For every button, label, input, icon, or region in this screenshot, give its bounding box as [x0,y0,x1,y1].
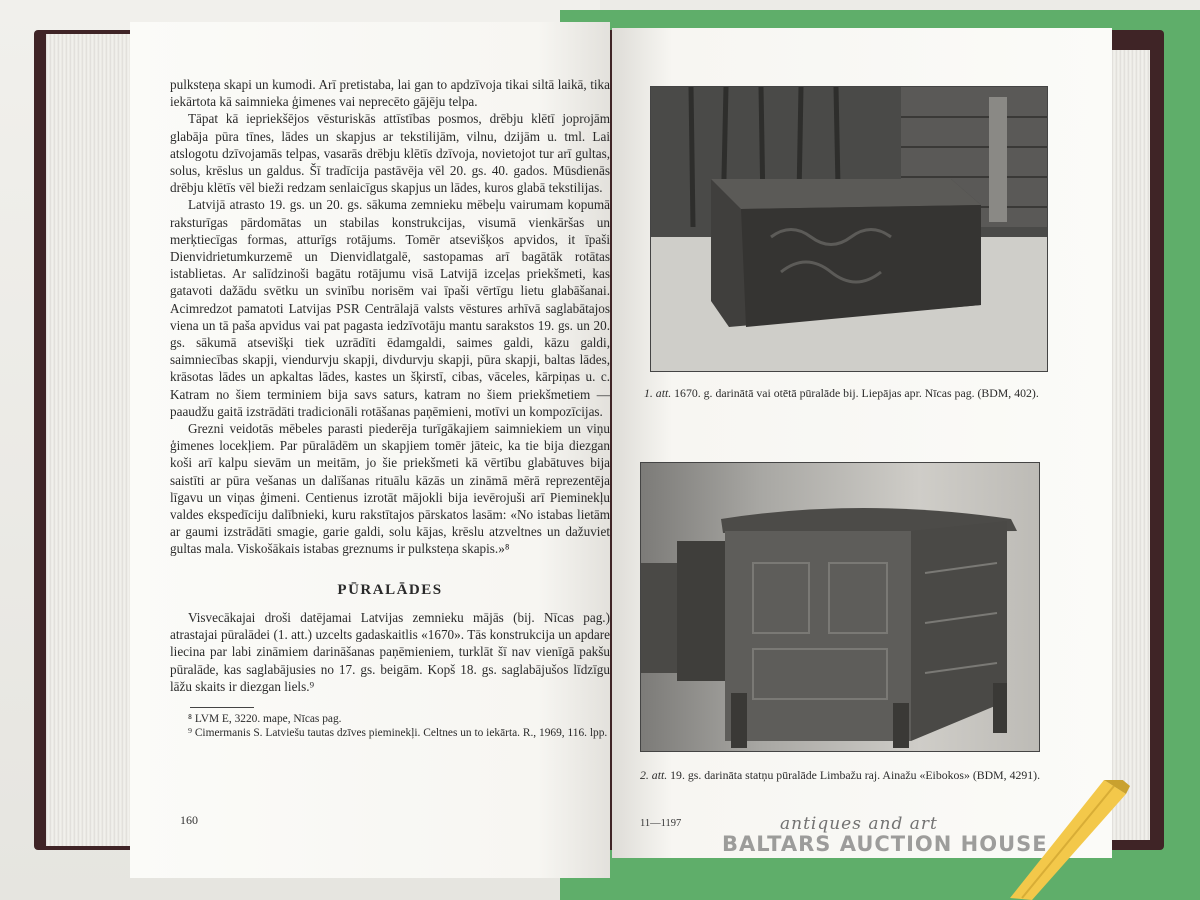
page-number: 160 [180,813,198,827]
signature-mark: 11—1197 [640,818,682,829]
figure-2-caption [640,768,1042,783]
paragraph: Visvecākajai droši datējamai Latvijas zemnieku mājās (bij. Nīcas pag.) atrastajai pūralādei (1. att.) uzcelts gadaskaitlis «1670». Tās konstrukcija un apdare liecina par labi zināmiem darināšanas paņēmieniem, turklāt šī nav vienīgā pakšu pūralāde, kas saglabājusies no 17. gs. beigām. Kopš 18. gs. saglabājušos līdzīgu lāžu skaits ir diezgan liels.⁹ [170,609,610,694]
chest-1-illustration [651,87,1047,371]
figure-2-photo [640,462,1040,752]
watermark-logo: BALTARS AUCTION HOUSE [722,832,1048,856]
footnote-rule [190,707,254,708]
chest-2-illustration [641,463,1039,751]
footnote: ⁸ LVM E, 3220. mape, Nīcas pag. [188,712,342,725]
figure-1-photo [650,86,1048,372]
figure-1-caption [644,386,1044,401]
paragraph: Latvijā atrasto 19. gs. un 20. gs. sākuma zemnieku mēbeļu vairumam kopumā raksturīgas pārdomātas un stabilas konstrukcijas, visumā vienkāršas un merķtiecīgas formas, atturīgs rotājums. Tomēr atsevišķos apvidos, it īpaši Dienvidrietumkurzemē un Dienvidlatgalē, sastopamas arī bagātāk rotātas istablietas. Ar salīdzinoši bagātu rotājumu visā Latvijā izceļas priekšmeti, kas gatavoti dažādu svētku un svinību norisēm vai īpaši vērtīgu lietu glabāšanai. Acimredzot pamatoti Latvijas PSR Centrālajā valsts vēstures arhīvā saglabātajos viena un tā paša apvidus vai pat pagasta iedzīvotāju mantu sarakstos 19. gs. un 20. gs. sākumā atsevišķi tiek uzrādīti ēdamgaldi, saimes galdi, kāzu galdi, saimniecības skapji, viendurvju skapji, divdurvju skapji, pūra skapji, baltas lādes, krāsotas lādes un apkaltas lādes, kastes un šķirstī, cibas, vāceles, kārpiņas u. c. Katram no šiem terminiem bija savs saturs, katram no šiem priekšmetiem — paaudžu gaitā izstrādāti tradicionāli rotāšanas paņēmieni, motīvi un kompozīcijas. [170,197,610,419]
section-heading: PŪRALĀDES [337,581,443,598]
left-page-text [170,76,610,740]
paragraph: pulksteņa skapi un kumodi. Arī pretistaba, lai gan to apdzīvoja tikai siltā laikā, tika iekārtota kā saimnieka ģimenes vai neprecēto gājēju telpa. [170,77,610,110]
pencil-icon [1000,780,1200,900]
figure-label: 1. att. [644,386,672,400]
figure-label: 2. att. [640,768,668,782]
footnote: ⁹ Cimermanis S. Latviešu tautas dzīves pieminekļi. Celtnes un to iekārta. R., 1969, 116. lpp. [188,726,608,739]
paragraph: Grezni veidotās mēbeles parasti piederēja turīgākajiem saimniekiem un viņu ģimenes locekļiem. Par pūralādēm un skapjiem tomēr jāteic, ka tie bija diezgan koši arī kalpu sievām un meitām, jo šie priekšmeti kā vērtību glabātuves bija saistīti ar pūra vešanas un dalīšanas rituālu kāzās un zināmā mērā reprezentēja līgavu un viņas ģimeni. Centienus izrotāt mājokli bija ievērojuši arī Pieminekļu valdes ekspedīciju dalībnieki, kuru rakstītajos pārskatos lasām: «No istabas lietām ar gaumi izstrādāti smagie, garie galdi, solu kājas, krēslu atzveltnes un dažuviet gultas mala. Viskošākais istabas greznums ir pulksteņa skapis.»⁸ [170,421,610,557]
paragraph: Tāpat kā iepriekšējos vēsturiskās attīstības posmos, drēbju klētī joprojām glabāja pūra tīnes, lādes un skapjus ar tekstilijām, vilnu, dzijām u. tml. Lai atslogotu dzīvojamās telpas, vasarās drēbju klētīs dzīvoja, novietojot tur arī gultas, solus, krēslus un galdus. Šī tradīcija pastāvēja vēl 20. gs. 40. gados. Mūsdienās drēbju klētīs vēl bieži redzam senlaicīgus skapjus un lādes, kuros glabā tekstilijas. [170,111,610,196]
watermark-script: antiques and art [780,814,938,834]
caption-text: 1670. g. darinātā vai otētā pūralāde bij. Liepājas apr. Nīcas pag. (BDM, 402). [674,386,1039,400]
caption-text: 19. gs. darināta statņu pūralāde Limbažu raj. Ainažu «Eibokos» (BDM, 4291). [670,768,1041,782]
